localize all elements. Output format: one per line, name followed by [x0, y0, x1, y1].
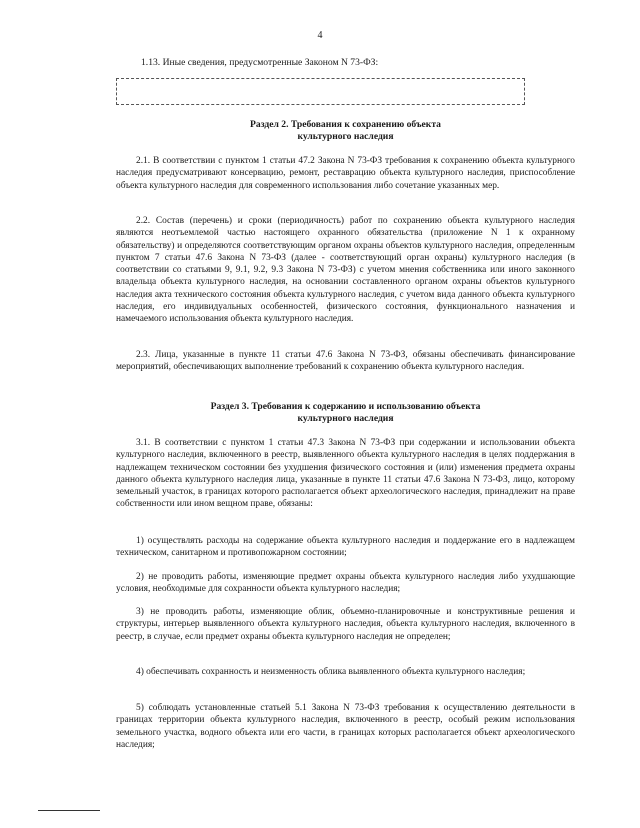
page-number: 4 — [317, 30, 323, 41]
paragraph-2-3: 2.3. Лица, указанные в пункте 11 статьи 47.6 Закона N 73-ФЗ, обязаны обеспечивать финансирование мероприятий, обеспечивающих выполнение требований к сохранению объекта культурного наследия. — [116, 350, 575, 373]
section-2-heading-line1: Раздел 2. Требования к сохранению объекта — [250, 119, 441, 130]
list-item-1: 1) осуществлять расходы на содержание объекта культурного наследия и поддержание его в надлежащем техническом, санитарном и противопожарном состоянии; — [116, 536, 575, 559]
section-2-heading-line2: культурного наследия — [297, 131, 394, 142]
section-3-heading — [116, 401, 575, 425]
list-item-3: 3) не проводить работы, изменяющие облик, объемно-планировочные и конструктивные решения и структуры, интерьер выявленного объекта культурного наследия, объекта культурного наследия, включенного в реестр, в случае, если предмет охраны объекта культурного наследия не определен; — [116, 607, 575, 642]
list-item-2: 2) не проводить работы, изменяющие предмет охраны объекта культурного наследия либо ухудшающие условия, необходимые для сохранности объекта культурного наследия; — [116, 572, 575, 595]
footnote-rule — [38, 810, 100, 811]
section-3-heading-line1: Раздел 3. Требования к содержанию и использованию объекта — [210, 401, 481, 412]
paragraph-2-1: 2.1. В соответствии с пунктом 1 статьи 47.2 Закона N 73-ФЗ требования к сохранению объекта культурного наследия предусматривают консервацию, ремонт, реставрацию объекта культурного наследия, приспособление объекта культурного наследия для современного использования либо сочетание указанных мер. — [116, 156, 575, 191]
list-item-5: 5) соблюдать установленные статьей 5.1 Закона N 73-ФЗ требования к осуществлению деятельности в границах территории объекта культурного наследия, включенного в реестр, особый режим использования земельного участка, водного объекта или его части, в границах которых располагается объект археологического наследия; — [116, 703, 575, 750]
section-3-heading-line2: культурного наследия — [297, 413, 394, 424]
paragraph-3-1: 3.1. В соответствии с пунктом 1 статьи 47.3 Закона N 73-ФЗ при содержании и использовании объекта культурного наследия, включенного в реестр, выявленного объекта культурного наследия в целях поддержания в надлежащем техническом состоянии без ухудшения физического состояния и (или) изменения предмета охраны данного объекта культурного наследия лица, указанные в пункте 11 статьи 47.6 Закона N 73-ФЗ, лицо, которому земельный участок, в границах которого располагается объект археологического наследия, принадлежит на праве собственности или ином вещном праве, обязаны: — [116, 438, 575, 510]
paragraph-2-2: 2.2. Состав (перечень) и сроки (периодичность) работ по сохранению объекта культурного наследия являются неотъемлемой частью настоящего охранного обязательства (приложение N 1 к охранному обязательству) и определяются соответствующим органом охраны объектов культурного наследия, определенным пунктом 7 статьи 47.6 Закона N 73-ФЗ (далее - соответствующий орган охраны) культурного наследия (в соответствии со статьями 9, 9.1, 9.2, 9.3 Закона N 73-ФЗ) с учетом мнения собственника или иного законного владельца объекта культурного наследия, на основании составленного органом охраны объектов культурного наследия акта технического состояния объекта культурного наследия, с учетом вида данного объекта культурного наследия, его индивидуальных особенностей, физического состояния, функционального назначения и намечаемого использования объекта культурного наследия. — [116, 216, 575, 325]
list-item-4: 4) обеспечивать сохранность и неизменность облика выявленного объекта культурного наследия; — [136, 667, 526, 677]
section-2-heading — [116, 119, 575, 143]
item-1-13-other-info: 1.13. Иные сведения, предусмотренные Законом N 73-ФЗ: — [141, 57, 379, 68]
empty-info-field — [116, 78, 525, 105]
